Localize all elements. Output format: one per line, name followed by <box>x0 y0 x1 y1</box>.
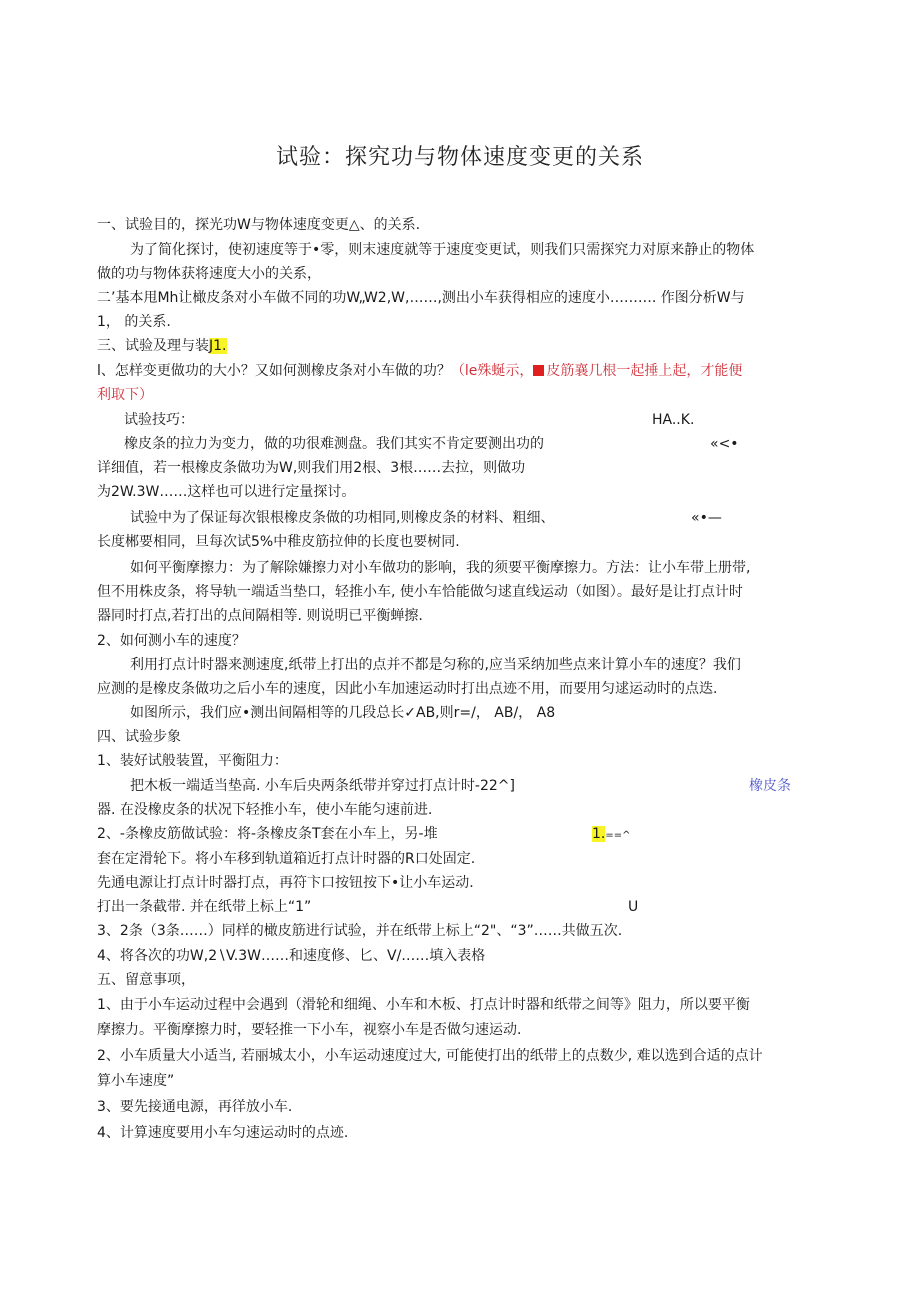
red-note-line: 利取下） <box>97 387 153 403</box>
step-line: 3、2条（3条……）同样的橄皮筋进行试验，并在纸带上标上“2"、“3”……共做五次. <box>97 923 623 939</box>
note-line: 1、由于小车运动过程中会遇到（滑轮和细绳、小车和木板、打点计时器和纸带之间等》阻力，所以要平衡 <box>97 997 750 1013</box>
question-line <box>97 361 742 381</box>
step-line: 4、将各次的功W,2∖V.3W……和速度修、匕、V/……填入表格 <box>97 948 486 964</box>
page-title: 试验：探究功与物体速度变更的关系 <box>275 145 644 170</box>
paragraph-line: 利用打点计时器来测速度,纸带上打出的点并不都是匀称的,应当采纳加些点来计算小车的速度？我们 <box>130 657 741 673</box>
paragraph-line: 器. 在没橡皮条的状况下轻推小车，使小车能匀速前进. <box>97 802 433 818</box>
paragraph-line: 为了简化探讨，使初速度等于•零，则末速度就等于速度变更试，则我们只需探究力对原来静止的物体 <box>130 242 755 258</box>
paragraph-line: 算小车速度” <box>97 1073 175 1089</box>
red-note-text-2: 皮筋襄几根一起捶上起，才能便 <box>546 363 743 379</box>
paragraph-line: 为2W.3W……这样也可以进行定量探讨。 <box>97 484 356 500</box>
section-purpose-heading: 一、试验目的，探光功W与物体速度变更△、的关系. <box>97 217 421 233</box>
red-square-icon <box>533 365 544 376</box>
paragraph-line: 摩擦力。平衡摩擦力时，要轻推一下小车，视察小车是否做匀速运动. <box>97 1022 522 1038</box>
paragraph-line: 长度郴要相同，旦每次试5%中稚皮筋拉伸的长度也要树同. <box>97 534 460 550</box>
red-note-text: （le殊蜒示， <box>450 363 534 379</box>
figure-mark-rest: ==^ <box>605 830 631 841</box>
highlighted-text: J1. <box>209 338 227 354</box>
figure-mark: «•— <box>691 510 722 526</box>
paragraph-line: 如何平衡摩擦力：为了解除嫌擦力对小车做功的影响，我的须要平衡摩擦力。方法：让小车带上册带, <box>130 560 751 576</box>
figure-label: HA..K. <box>652 412 695 428</box>
paragraph-line: 把木板一端适当垫高. 小车后央两条纸带并穿过打点计时-22^] <box>130 778 515 794</box>
step-line: 2、-条橡皮筋做试验：将-条橡皮条T套在小车上，另-堆 <box>97 826 438 842</box>
figure-mark <box>592 824 631 846</box>
paragraph-line: 但不用株皮条，将导轨一端适当垫口，轻推小车, 使小车恰能做匀逑直线运动（如图）。最好是让打点计时 <box>97 584 743 600</box>
paragraph-line: 橡皮条的拉力为变力，做的功很难测盘。我们其实不肯定要测出功的 <box>124 436 544 452</box>
paragraph-line: 1， 的关系. <box>97 314 171 330</box>
section-apparatus-heading <box>97 336 227 356</box>
figure-mark: «<• <box>710 436 739 452</box>
paragraph-line: 详细值，若一根橡皮条做功为W,则我们用2根、3根……去拉，则做功 <box>97 460 526 476</box>
note-line: 3、要先接通电源，再徉放小车. <box>97 1099 293 1115</box>
tips-heading: 试验技巧： <box>124 412 194 428</box>
heading-text: 三、试验及理与装 <box>97 338 209 354</box>
paragraph-line: 套在定滑轮下。将小车移到轨道箱近打点计时器的R口处固定. <box>97 851 476 867</box>
highlighted-text: 1. <box>592 826 606 842</box>
paragraph-line: 器同时打点,若打出的点间隔相等. 则说明已平衡蝉擦. <box>97 608 423 624</box>
paragraph-line: 做的功与物体获将速度大小的关系， <box>97 266 321 282</box>
paragraph-line: 先通电源让打点计时器打点，再符卞口按钮按下•让小车运动. <box>97 875 474 891</box>
figure-label-rubber-band: 橡皮条 <box>749 778 791 794</box>
step-line: 1、装好试般装置，平衡阻力： <box>97 753 288 769</box>
section-principle-line: 二’基本甩Mh让橄皮条对小车做不同的功W„W2,W,……,测出小车获得相应的速度小………. 作图分析W与 <box>97 290 745 306</box>
note-line: 2、小车质量大小适当, 若丽城太小，小车运动速度过大, 可能使打出的纸带上的点数少, 难以选到合适的点计 <box>97 1048 763 1064</box>
subheading: 2、如何测小车的速度？ <box>97 633 246 649</box>
figure-mark: U <box>628 899 639 915</box>
paragraph-line: 试验中为了保证每次银根橡皮条做的功相同,则橡皮条的材料、粗细、 <box>130 510 555 526</box>
paragraph-line: 如图所示，我们应•测出间隔相等的几段总长✓AB,则r=/， AB/， A8 <box>130 705 556 721</box>
paragraph-line: 打出一条截带. 并在纸带上标上“1” <box>97 899 312 915</box>
paragraph-line: 应测的是橡皮条做功之后小车的速度，因此小车加速运动时打出点迹不用，而要用匀逑运动时的点迭. <box>97 681 718 697</box>
section-notes-heading: 五、留意事项， <box>97 972 195 988</box>
question-text: l、怎样变更做功的大小？又如何测橡皮条对小车做的功？ <box>97 363 451 379</box>
section-steps-heading: 四、试验步象 <box>97 729 181 745</box>
note-line: 4、计算速度要用小车匀速运动时的点迹. <box>97 1125 349 1141</box>
